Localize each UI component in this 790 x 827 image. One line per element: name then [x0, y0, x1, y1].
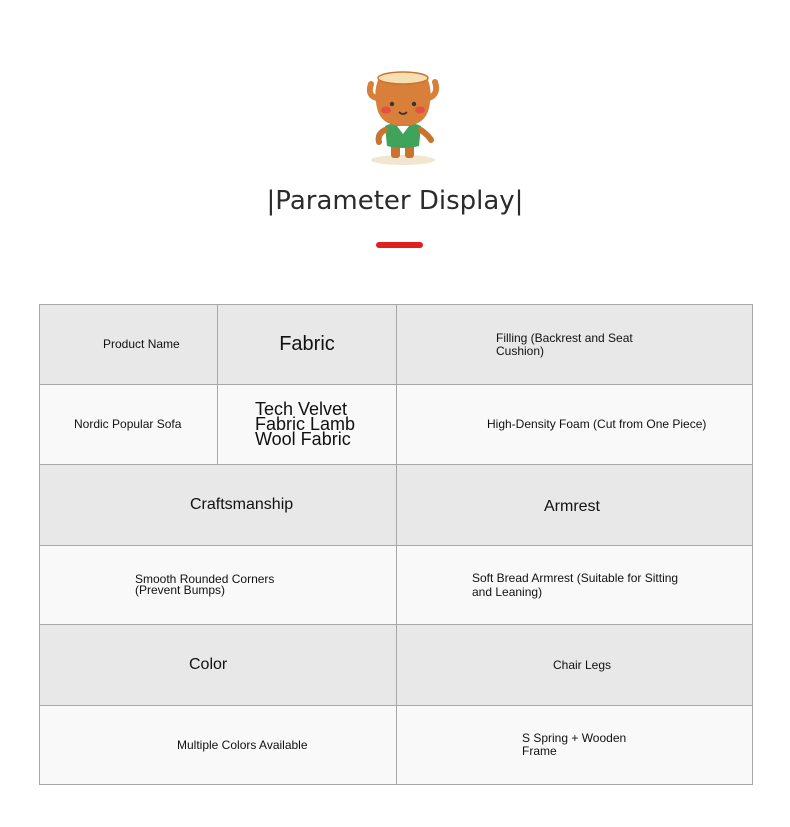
fabric-value-2: Fabric Lamb: [255, 414, 356, 434]
color-label: Color: [189, 656, 228, 673]
fabric-value-cell: [218, 385, 397, 465]
parameter-table: [39, 304, 753, 785]
filling-label: Filling (Backrest and Seat Cushion): [496, 330, 633, 358]
craftsmanship-label-cell: [40, 465, 397, 546]
page-title: |Parameter Display|: [266, 186, 524, 216]
craftsmanship-value-cell: [40, 546, 397, 625]
filling-value: High-Density Foam (Cut from One Piece): [487, 417, 707, 431]
fabric-value-1: Tech Velvet: [255, 399, 348, 419]
chair-legs-value: S Spring + Wooden Frame: [522, 731, 627, 758]
chair-legs-label-cell: [397, 625, 753, 706]
armrest-label-cell: [397, 465, 753, 546]
product-value: Nordic Popular Sofa: [74, 417, 182, 431]
color-value-cell: [40, 706, 397, 784]
armrest-value: Soft Bread Armrest (Suitable for Sitting and Leaning): [472, 571, 679, 599]
fabric-label-cell: [218, 305, 397, 385]
product-value-cell: [40, 385, 218, 465]
filling-value-cell: [397, 385, 753, 465]
chair-legs-label: Chair Legs: [553, 657, 612, 672]
title-underline: [376, 242, 423, 248]
craftsmanship-label: Craftsmanship: [190, 496, 294, 513]
tree-stump-mascot-icon: [363, 68, 443, 168]
product-name-label-cell: [40, 305, 218, 385]
color-label-cell: [40, 625, 397, 706]
fabric-value-list: [255, 399, 356, 449]
craftsmanship-value: Smooth Rounded Corners (Prevent Bumps): [135, 572, 275, 597]
filling-label-cell: [397, 305, 753, 385]
product-name-label: Product Name: [103, 337, 180, 351]
fabric-value-3: Wool Fabric: [255, 429, 351, 449]
armrest-value-cell: [397, 546, 753, 625]
armrest-label: Armrest: [544, 498, 600, 515]
fabric-label: Fabric: [279, 333, 335, 355]
color-value: Multiple Colors Available: [177, 737, 308, 752]
chair-legs-value-cell: [397, 706, 752, 784]
